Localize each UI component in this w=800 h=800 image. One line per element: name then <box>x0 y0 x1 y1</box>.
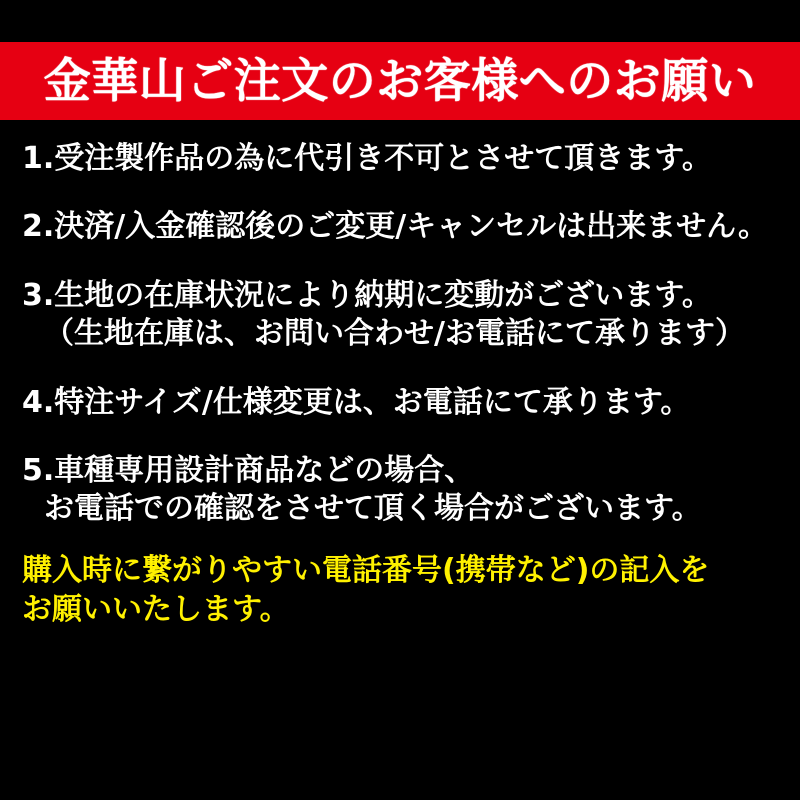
list-item-line2: お電話での確認をさせて頂く場合がございます。 <box>44 491 702 527</box>
list-item <box>22 452 778 529</box>
list-item-line1: 2.決済/入金確認後のご変更/キャンセルは出来ません。 <box>22 209 768 245</box>
list-item <box>22 384 778 422</box>
highlight-note-line2: お願いいたします。 <box>22 591 290 627</box>
list-item <box>22 208 778 246</box>
list-item-line2: （生地在庫は、お問い合わせ/お電話にて承ります） <box>44 316 745 352</box>
highlight-note <box>22 551 778 629</box>
list-item <box>22 140 778 178</box>
list-item <box>22 277 778 354</box>
list-item-line1: 5.車種専用設計商品などの場合、 <box>22 452 475 488</box>
banner-header <box>0 42 800 120</box>
notice-list <box>0 140 800 629</box>
list-item-line1: 3.生地の在庫状況により納期に変動がございます。 <box>22 277 712 313</box>
page-title: 金華山ご注文のお客様へのお願い <box>43 53 757 109</box>
list-item-line1: 1.受注製作品の為に代引き不可とさせて頂きます。 <box>22 141 712 176</box>
highlight-note-line1: 購入時に繋がりやすい電話番号(携帯など)の記入を <box>22 552 710 588</box>
list-item-line1: 4.特注サイズ/仕様変更は、お電話にて承ります。 <box>22 384 691 420</box>
